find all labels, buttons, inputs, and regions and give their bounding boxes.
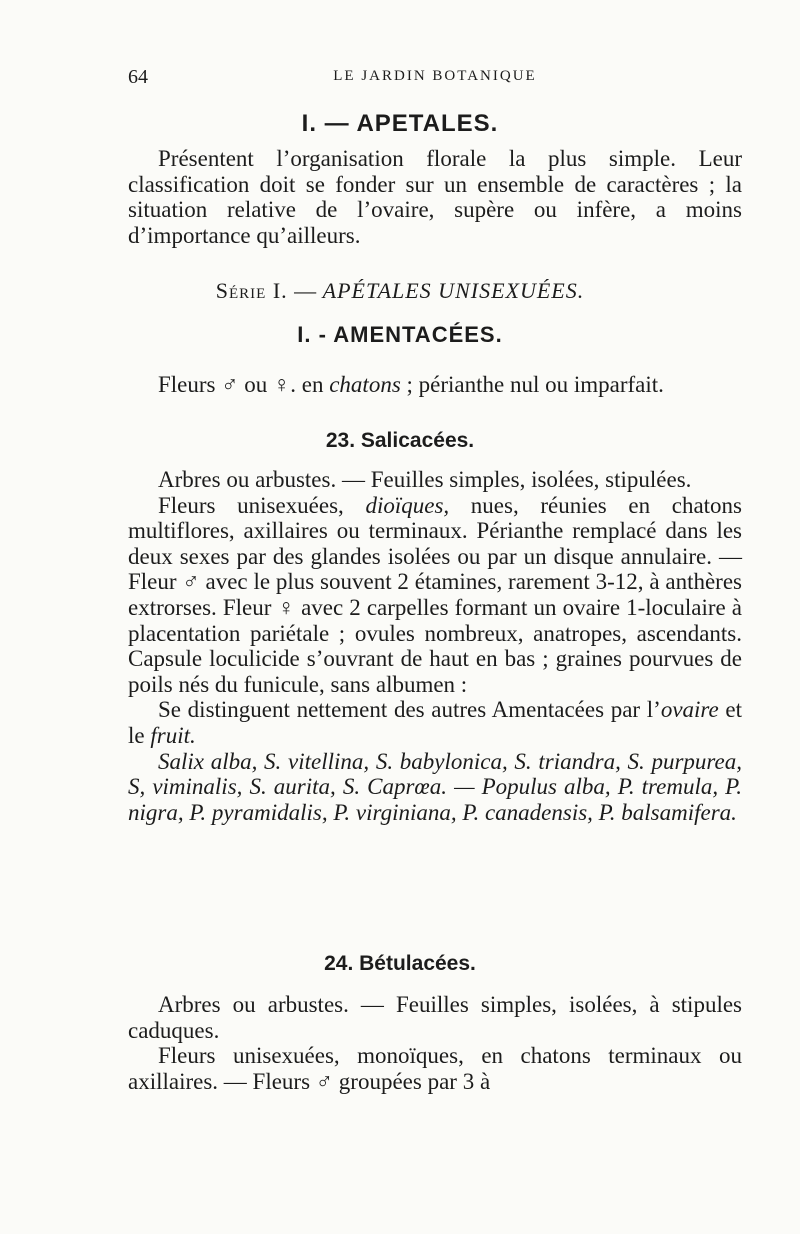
family-23-para2-italic: dioïques, (365, 492, 450, 518)
family-23-para3 (128, 697, 742, 748)
family-24-body (128, 992, 742, 1094)
amentacees-text (128, 372, 742, 398)
amentacees-text-b: ; périanthe nul ou imparfait. (406, 372, 664, 397)
section-title: I. — APETALES. (301, 110, 499, 137)
amentacees-text-a: Fleurs ♂ ou ♀. en (158, 372, 324, 397)
family-23-para3-fruit: fruit. (150, 722, 196, 748)
page-number: 64 (128, 66, 148, 88)
family-24-title: 24. Bétulacées. (324, 952, 476, 975)
family-23-para3-a: Se distinguent nettement des autres Amentacées par l’ (158, 697, 661, 723)
family-23-para3-ovaire: ovaire (660, 697, 719, 723)
serie-prefix: Série I. — (215, 278, 318, 303)
family-23-para2 (128, 493, 742, 698)
intro-paragraph (128, 146, 742, 248)
page-header (128, 66, 742, 98)
family-23-species (128, 749, 742, 826)
serie-name: APÉTALES UNISEXUÉES. (322, 278, 585, 303)
family-23-para3-mid: et le (128, 697, 743, 748)
intro-text: Présentent l’organisation florale la plus simple. Leur classification doit se fonder sur un ensemble de caractères ; la situation relative de l’ovaire, supère ou infère, a moins d’importance qu’ailleurs. (128, 146, 742, 248)
family-23-body (128, 467, 742, 825)
family-23-para1: Arbres ou arbustes. — Feuilles simples, isolées, stipulées. (158, 467, 692, 492)
family-24-para1: Arbres ou arbustes. — Feuilles simples, isolées, à stipules caduques. (128, 992, 742, 1043)
family-24-para2: Fleurs unisexuées, monoïques, en chatons terminaux ou axillaires. — Fleurs ♂ groupées par 3 à (128, 1043, 742, 1094)
family-23-para2-b: nues, réunies en chatons multiflores, axillaires ou terminaux. Périanthe remplacé dans les deux sexes par des glandes isolées ou par un disque annulaire. — Fleur ♂ avec le plus souvent 2 étamines, rarement 3-12, à anthères extrorses. Fleur ♀ avec 2 carpelles formant un ovaire 1-loculaire à placentation pariétale ; ovules nombreux, anatropes, ascendants. Capsule loculicide s’ouvrant de haut en bas ; graines pourvues de poils nés du funicule, sans albumen : (128, 492, 743, 697)
serie-heading (0, 278, 800, 304)
family-23-title: 23. Salicacées. (325, 429, 475, 452)
amentacees-paragraph (128, 372, 742, 398)
family-23-para2-a: Fleurs unisexuées, (158, 492, 344, 518)
family-23-species-list: Salix alba, S. vitellina, S. babylonica, S. triandra, S. purpurea, S, viminalis, S. aurita, S. Caprœa. — Populus alba, P. tremula, P. nigra, P. pyramidalis, P. virginiana, P. canadensis, P. balsamifera. (128, 748, 742, 825)
subsection-title: I. - AMENTACÉES. (297, 322, 503, 347)
running-title: LE JARDIN BOTANIQUE (333, 68, 537, 84)
amentacees-italic: chatons (329, 372, 401, 397)
